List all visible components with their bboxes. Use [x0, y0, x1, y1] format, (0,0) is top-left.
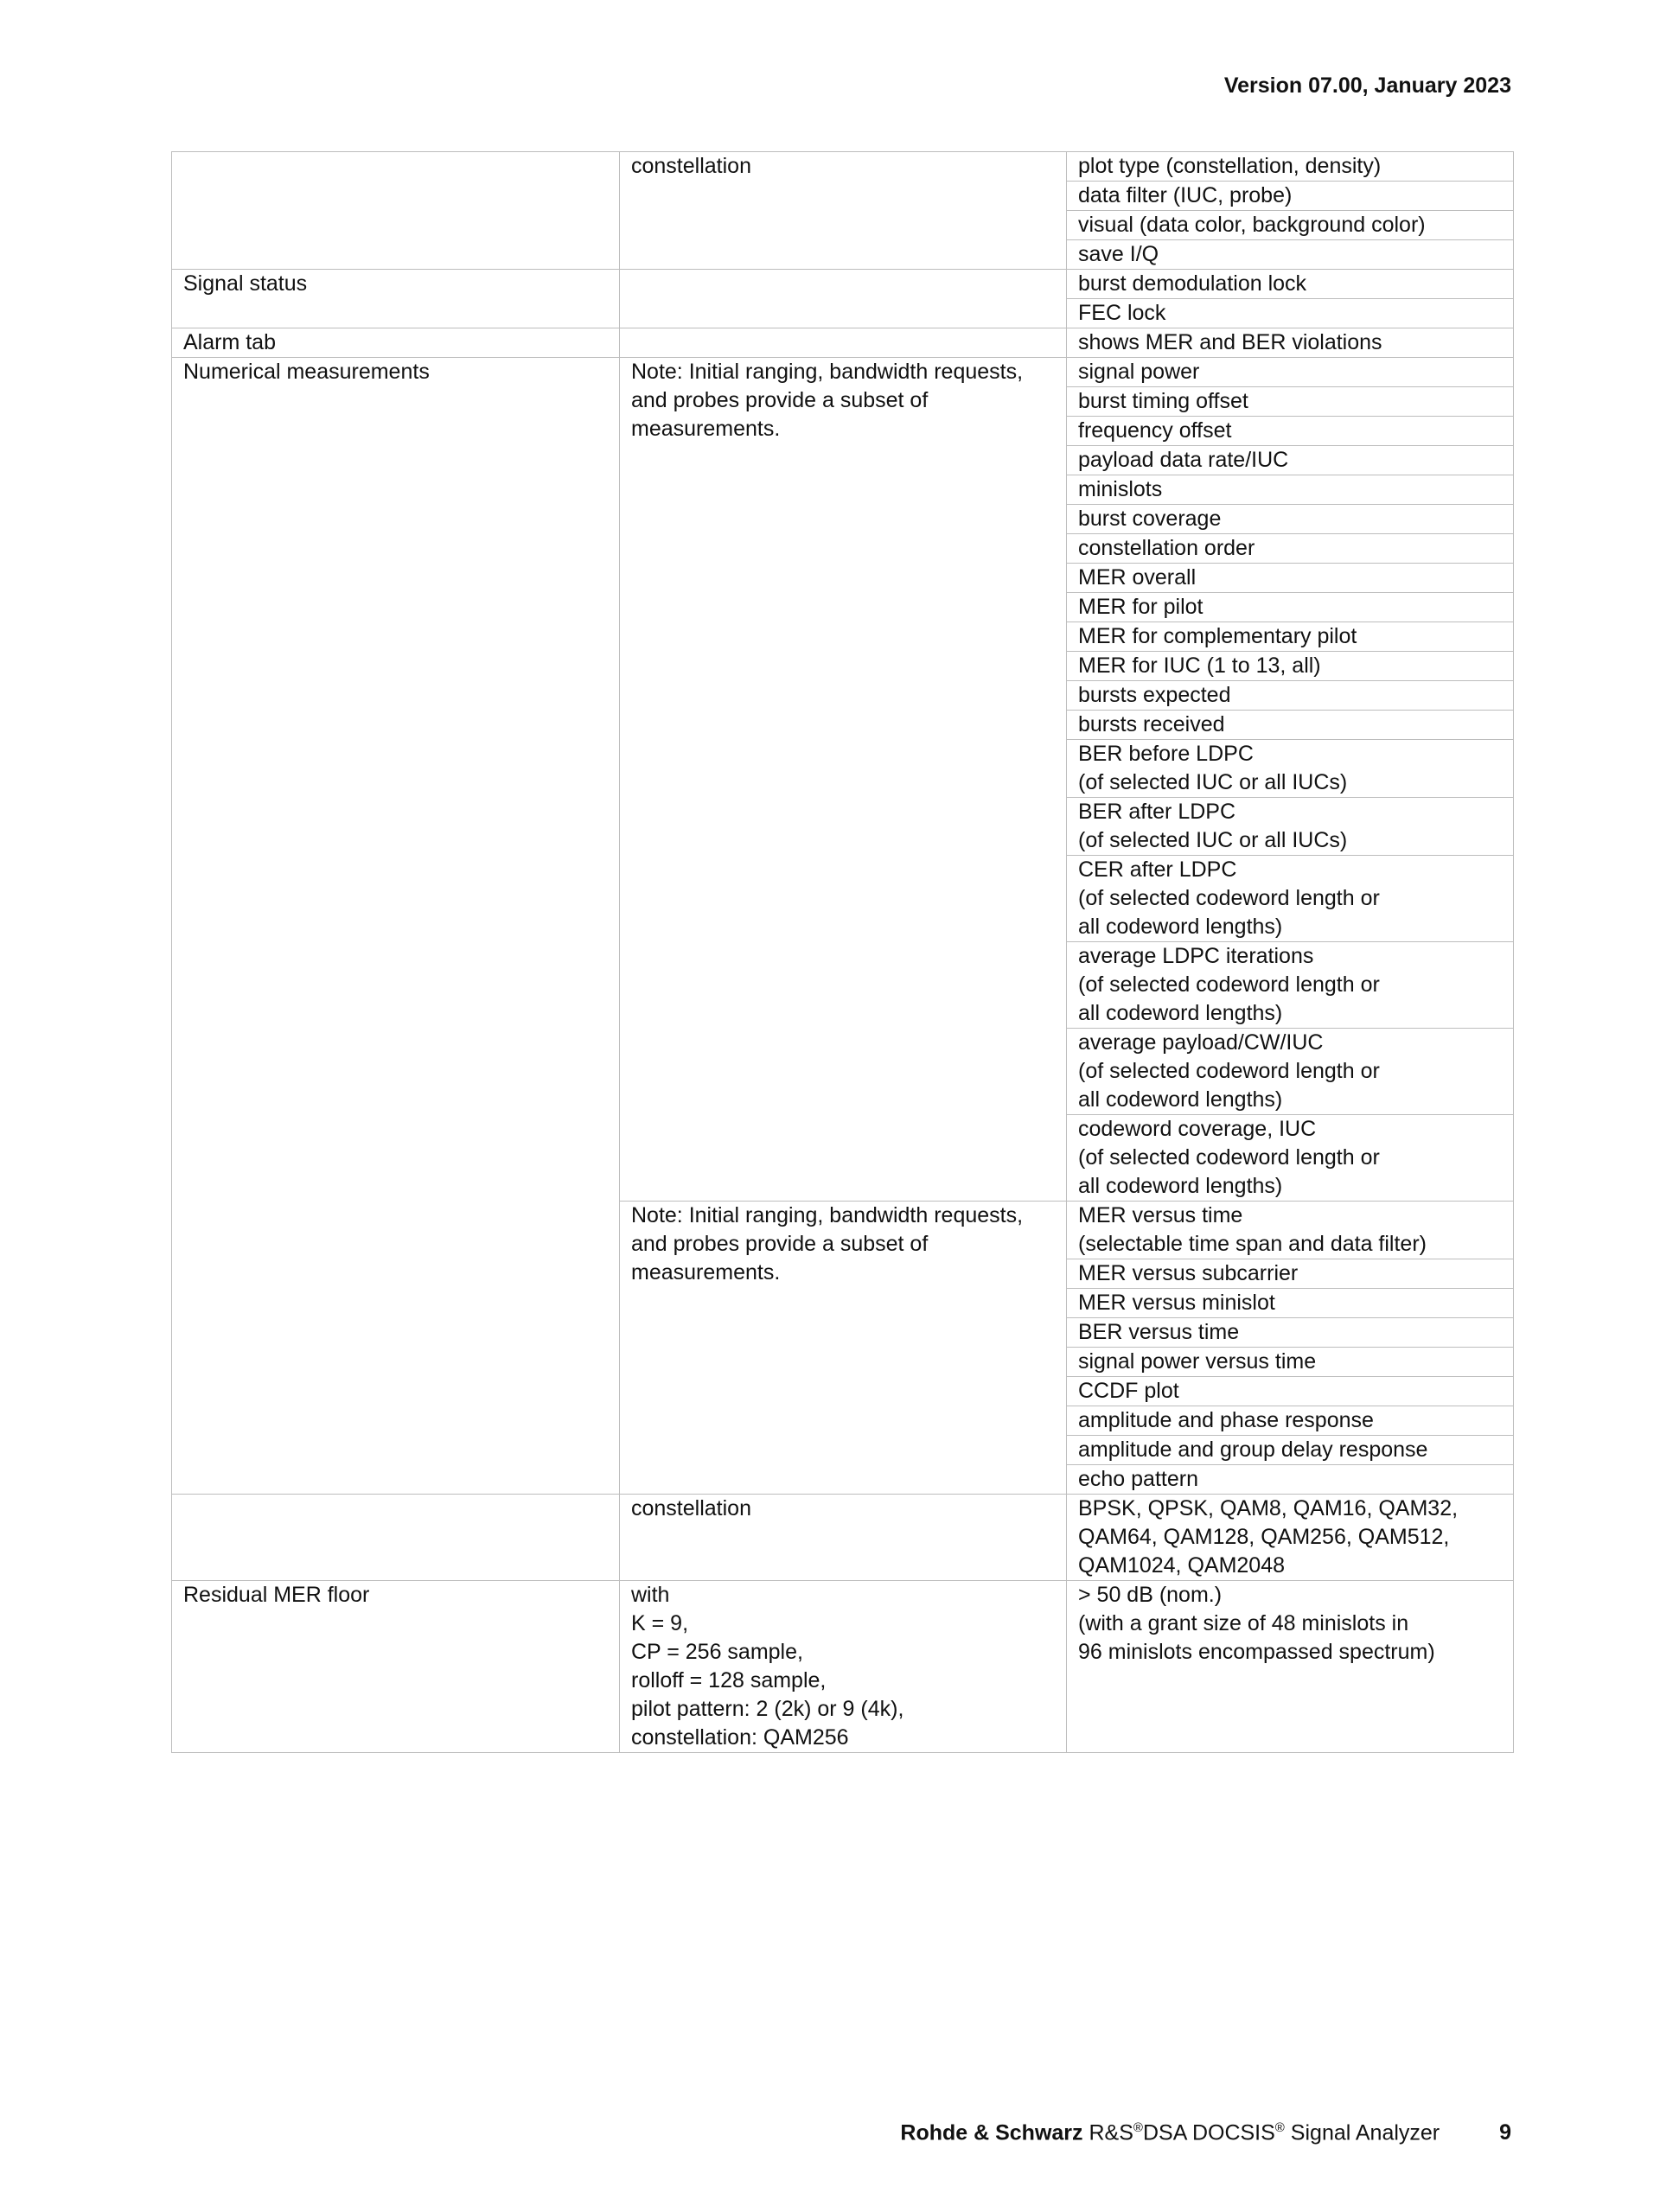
value-item: > 50 dB (nom.) (with a grant size of 48 minislots in 96 minislots encompassed spectrum) — [1078, 1583, 1435, 1664]
value-cell — [1067, 358, 1514, 1202]
table-row — [172, 358, 1514, 1202]
value-item: average LDPC iterations (of selected codeword length or all codeword lengths) — [1067, 941, 1513, 1028]
value-item: signal power versus time — [1067, 1347, 1513, 1376]
value-item: payload data rate/IUC — [1067, 445, 1513, 475]
table-row — [172, 1495, 1514, 1581]
registered-mark-2: ® — [1274, 2120, 1285, 2135]
value-item: amplitude and phase response — [1067, 1406, 1513, 1435]
condition-cell — [620, 328, 1067, 358]
value-item: MER versus minislot — [1067, 1288, 1513, 1317]
table-row — [172, 1581, 1514, 1753]
value-item: visual (data color, background color) — [1067, 210, 1513, 239]
value-cell — [1067, 328, 1514, 358]
value-item: echo pattern — [1067, 1464, 1513, 1494]
footer-brand: Rohde & Schwarz — [900, 2120, 1083, 2145]
feature-cell — [172, 1495, 620, 1581]
condition-cell: Note: Initial ranging, bandwidth requests, and probes provide a subset of measurements. — [620, 1202, 1067, 1495]
value-item: BPSK, QPSK, QAM8, QAM16, QAM32, QAM64, QAM128, QAM256, QAM512, QAM1024, QAM2048 — [1078, 1496, 1459, 1578]
value-item: plot type (constellation, density) — [1078, 154, 1382, 178]
condition-cell: with K = 9, CP = 256 sample, rolloff = 128 sample, pilot pattern: 2 (2k) or 9 (4k), constellation: QAM256 — [620, 1581, 1067, 1753]
value-item: burst timing offset — [1067, 386, 1513, 416]
value-item: MER for complementary pilot — [1067, 622, 1513, 651]
value-item: data filter (IUC, probe) — [1067, 181, 1513, 210]
footer-product-mid: DSA DOCSIS — [1142, 2120, 1275, 2145]
value-cell — [1067, 1202, 1514, 1495]
value-item: MER for pilot — [1067, 592, 1513, 622]
version-header: Version 07.00, January 2023 — [1223, 73, 1511, 98]
value-item: BER before LDPC (of selected IUC or all IUCs) — [1067, 739, 1513, 797]
value-item: BER after LDPC (of selected IUC or all IUCs) — [1067, 797, 1513, 855]
value-item: CER after LDPC (of selected codeword length or all codeword lengths) — [1067, 855, 1513, 941]
feature-cell: Residual MER floor — [172, 1581, 620, 1753]
specification-table — [171, 151, 1514, 1753]
page-number: 9 — [1499, 2120, 1511, 2145]
value-item: amplitude and group delay response — [1067, 1435, 1513, 1464]
table-row — [172, 270, 1514, 328]
footer-product-prefix: R&S — [1089, 2120, 1133, 2145]
feature-cell: Numerical measurements — [172, 358, 620, 1495]
value-cell — [1067, 1581, 1514, 1753]
value-item: MER for IUC (1 to 13, all) — [1067, 651, 1513, 680]
value-item: bursts expected — [1067, 680, 1513, 710]
feature-cell: Signal status — [172, 270, 620, 328]
condition-cell — [620, 270, 1067, 328]
value-item: MER versus subcarrier — [1067, 1259, 1513, 1288]
value-item: FEC lock — [1067, 298, 1513, 328]
value-item: MER overall — [1067, 563, 1513, 592]
value-cell — [1067, 152, 1514, 270]
value-item: burst demodulation lock — [1078, 271, 1307, 296]
footer-product-suffix: Signal Analyzer — [1284, 2120, 1440, 2145]
value-cell — [1067, 270, 1514, 328]
value-item: frequency offset — [1067, 416, 1513, 445]
value-item: BER versus time — [1067, 1317, 1513, 1347]
table-row — [172, 328, 1514, 358]
value-item: minislots — [1067, 475, 1513, 504]
value-item: CCDF plot — [1067, 1376, 1513, 1406]
condition-cell: constellation — [620, 1495, 1067, 1581]
value-item: constellation order — [1067, 533, 1513, 563]
page-footer — [900, 2120, 1511, 2145]
value-item: bursts received — [1067, 710, 1513, 739]
table-row — [172, 152, 1514, 270]
registered-mark-1: ® — [1133, 2120, 1143, 2135]
value-cell — [1067, 1495, 1514, 1581]
condition-cell: Note: Initial ranging, bandwidth requests, and probes provide a subset of measurements. — [620, 358, 1067, 1202]
value-item: average payload/CW/IUC (of selected codeword length or all codeword lengths) — [1067, 1028, 1513, 1114]
value-item: burst coverage — [1067, 504, 1513, 533]
value-item: MER versus time (selectable time span and data filter) — [1078, 1203, 1427, 1256]
value-item: shows MER and BER violations — [1078, 330, 1382, 354]
condition-cell: constellation — [620, 152, 1067, 270]
value-item: save I/Q — [1067, 239, 1513, 269]
feature-cell: Alarm tab — [172, 328, 620, 358]
value-item: signal power — [1078, 360, 1200, 384]
feature-cell — [172, 152, 620, 270]
value-item: codeword coverage, IUC (of selected codeword length or all codeword lengths) — [1067, 1114, 1513, 1201]
